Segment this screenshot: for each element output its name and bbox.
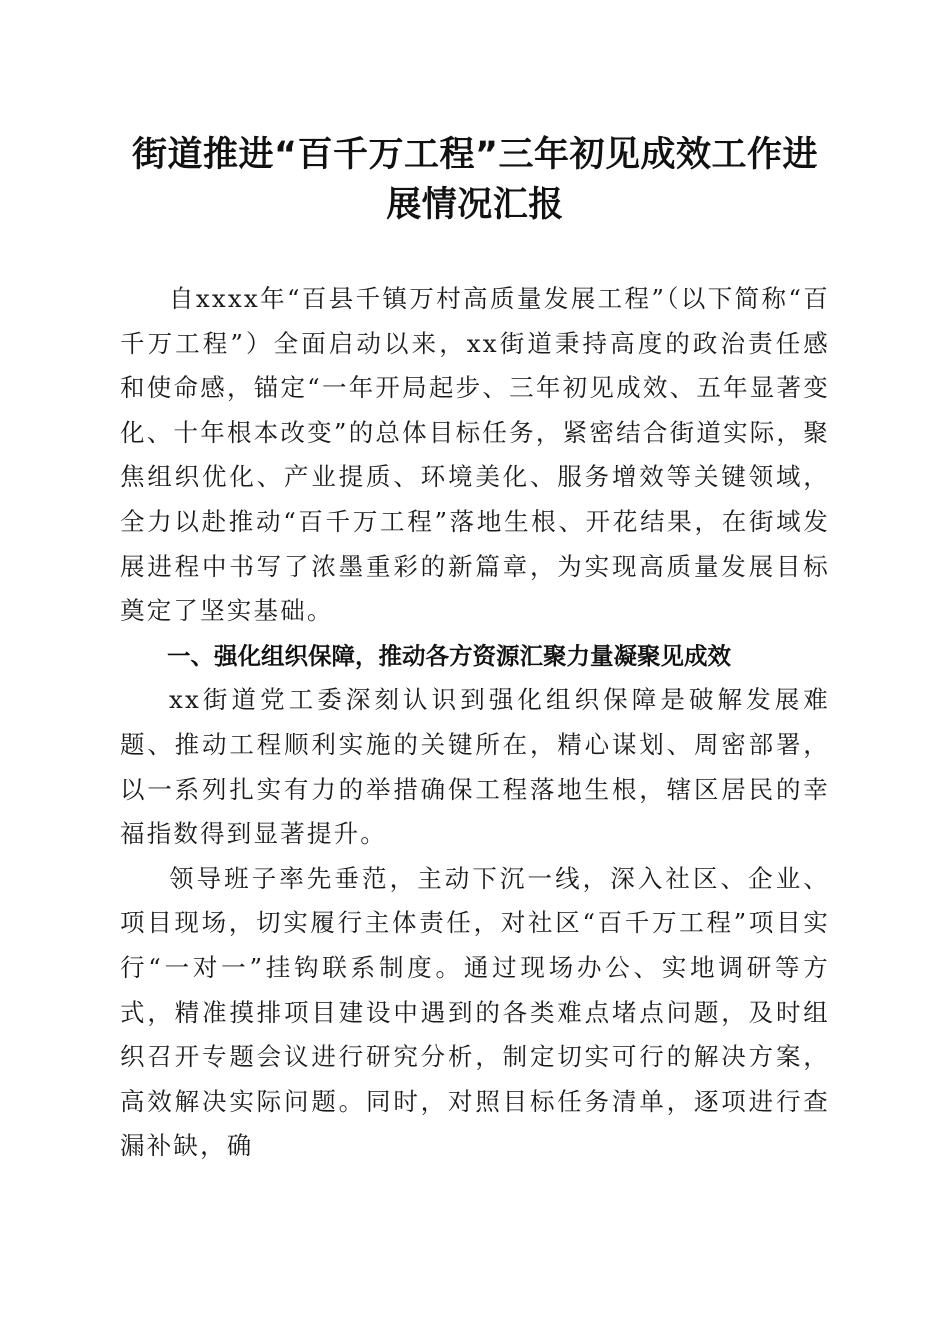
section-1-paragraph-1: xx街道党工委深刻认识到强化组织保障是破解发展难题、推动工程顺利实施的关键所在，精心谋划、周密部署，以一系列扎实有力的举措确保工程落地生根，辖区居民的幸福指数得到显著提升。	[120, 685, 830, 849]
title-line-1: 街道推进“百千万工程”三年初见成效工作进	[131, 135, 818, 175]
intro-paragraph: 自xxxx年“百县千镇万村高质量发展工程”（以下简称“百千万工程”）全面启动以来，xx街道秉持高度的政治责任感和使命感，锚定“一年开局起步、三年初见成效、五年显著变化、十年根本改变”的总体目标任务，紧密结合街道实际，聚焦组织优化、产业提质、环境美化、服务增效等关键领域，全力以赴推动“百千万工程”落地生根、开花结果，在街域发展进程中书写了浓墨重彩的新篇章，为实现高质量发展目标奠定了坚实基础。	[120, 284, 830, 626]
section-1-paragraph-2: 领导班子率先垂范，主动下沉一线，深入社区、企业、项目现场，切实履行主体责任，对社区“百千万工程”项目实行“一对一”挂钩联系制度。通过现场办公、实地调研等方式，精准摸排项目建设中遇到的各类难点堵点问题，及时组织召开专题会议进行研究分析，制定切实可行的解决方案，高效解决实际问题。同时，对照目标任务清单，逐项进行查漏补缺，确	[120, 863, 830, 1161]
document-title	[120, 130, 830, 230]
title-line-2: 展情况汇报	[386, 185, 564, 225]
document-page	[120, 130, 830, 1169]
section-1-heading: 一、强化组织保障，推动各方资源汇聚力量凝聚见成效	[167, 641, 731, 670]
document-body	[120, 277, 830, 1169]
